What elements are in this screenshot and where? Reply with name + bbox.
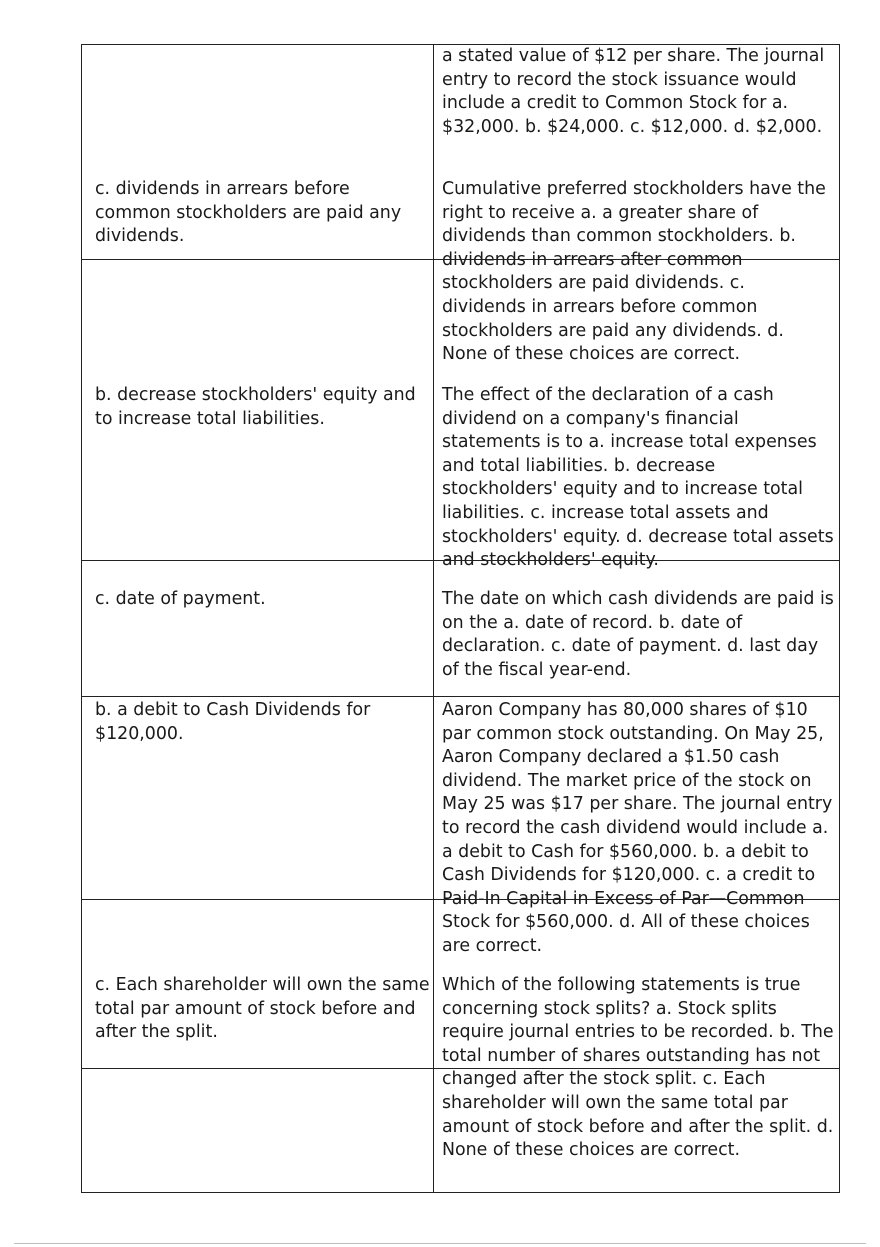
question-text: Cumulative preferred stockholders have the right to receive a. a greater share of dividends than common stockholders. b. dividends in arrears after common stockholders are paid dividends. c. dividends in arrears before common stockholders are paid any dividends. d. None of these choices are correct. [442, 179, 826, 365]
table-rule [81, 259, 840, 260]
table-rule [81, 560, 840, 561]
page-footer-rule [14, 1243, 866, 1244]
table-rule [81, 1192, 840, 1193]
question-text: The effect of the declaration of a cash dividend on a company's financial statements is to a. increase total expenses and total liabilities. b. decrease stockholders' equity and to increase total liabilities. c. increase total assets and stockholders' equity. d. decrease total assets and stockholders' equity. [442, 385, 834, 571]
answer-text: c. Each shareholder will own the same total par amount of stock before and after the split. [95, 975, 430, 1043]
answer-text: c. dividends in arrears before common stockholders are paid any dividends. [95, 179, 402, 247]
table-column-divider [433, 44, 434, 1193]
question-text: Which of the following statements is true concerning stock splits? a. Stock splits require journal entries to be recorded. b. The total number of shares outstanding has not changed after the stock split. c. Each shareholder will own the same total par amount of stock before and after the split. d. None of these choices are correct. [442, 975, 834, 1161]
question-text: a stated value of $12 per share. The journal entry to record the stock issuance would include a credit to Common Stock for a. $32,000. b. $24,000. c. $12,000. d. $2,000. [442, 46, 825, 137]
table-border-left [81, 44, 82, 1193]
table-rule [81, 44, 840, 45]
question-text: Aaron Company has 80,000 shares of $10 par common stock outstanding. On May 25, Aaron Company declared a $1.50 cash dividend. The market price of the stock on May 25 was $17 per share. The journal entry to record the cash dividend would include a. a debit to Cash for $560,000. b. a debit to Cash Dividends for $120,000. c. a credit to Paid-In Capital in Excess of Par—Common Stock for $560,000. d. All of these choices are correct. [442, 700, 833, 956]
table-rule [81, 696, 840, 697]
answer-text: b. a debit to Cash Dividends for $120,000. [95, 700, 371, 744]
table-rule [81, 1068, 840, 1069]
table-border-right [839, 44, 840, 1193]
table-rule [81, 899, 840, 900]
answer-text: c. date of payment. [95, 589, 266, 609]
question-text: The date on which cash dividends are paid is on the a. date of record. b. date of declaration. c. date of payment. d. last day of the fiscal year-end. [442, 589, 834, 680]
answer-text: b. decrease stockholders' equity and to increase total liabilities. [95, 385, 416, 429]
